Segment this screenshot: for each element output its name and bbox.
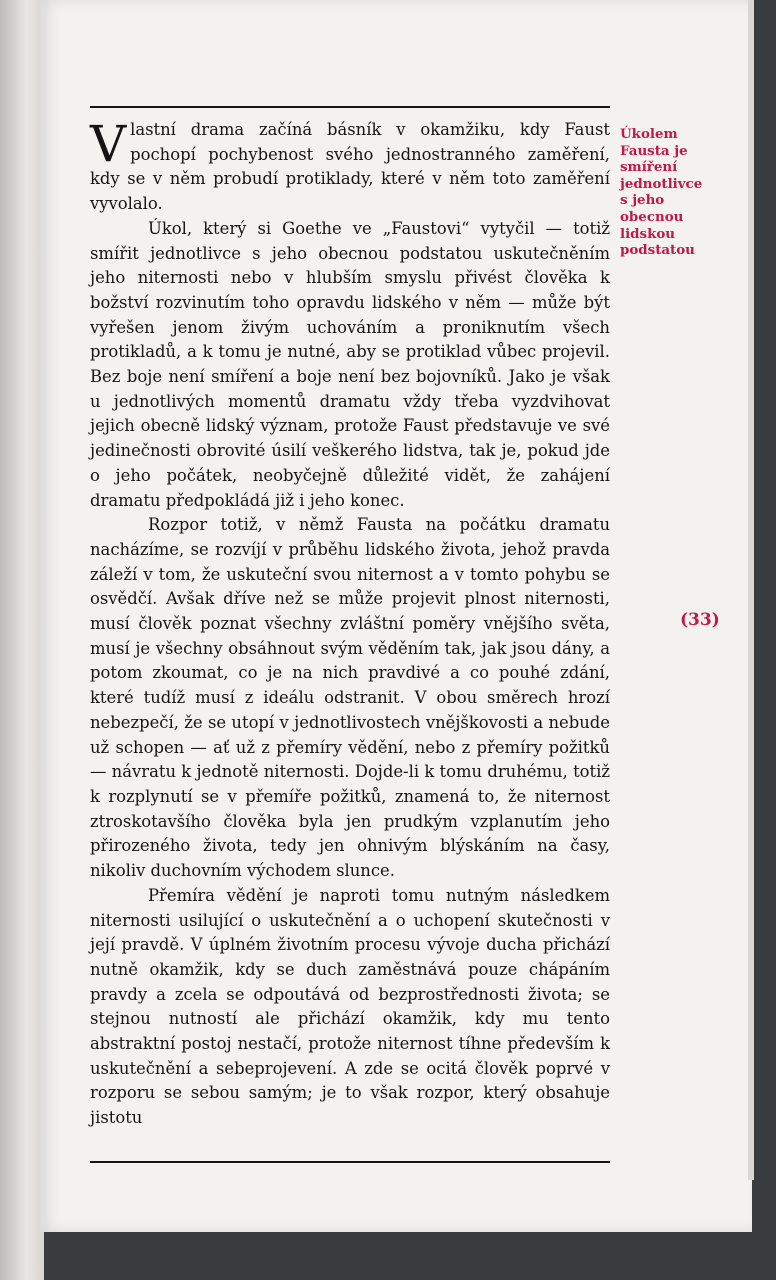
margin-note-line: podstatou xyxy=(620,242,695,259)
margin-note-line: obecnou xyxy=(620,208,684,225)
top-rule xyxy=(90,106,610,108)
paragraph-3: Rozpor totiž, v němž Fausta na počátku dramatu nacházíme, se rozvíjí v průběhu lidského života, jehož pravda záleží v tom, že uskuteční svou niternost a v tomto pohybu se osvědčí. Avšak dříve než se může projevit plnost niternosti, musí člověk poznat všechny zvláštní poměry vnějšího světa, musí je všechny obsáhnout svým věděním tak, jak jsou dány, a potom zkoumat, co je na nich pravdivé a co pouhé zdání, které tudíž musí z ideálu odstranit. V obou směrech hrozí nebezpečí, že se utopí v jednotlivostech vnějškovosti a nebude už schopen — ať už z přemíry vědění, nebo z přemíry požitků — návratu k jednotě niternosti. Dojde-li k tomu druhému, totiž k rozplynutí se v přemíře požitků, znamená to, že niternost ztroskotavšího člověka byla jen prudkým vzplanutím jeho přirozeného života, tedy jen ohnivým blýskáním na časy, nikoliv duchovním východem slunce. xyxy=(90,515,610,881)
margin-note-line: lidskou xyxy=(620,225,676,242)
margin-note-line: Úkolem xyxy=(620,126,678,142)
page-number: (33) xyxy=(680,610,720,630)
page-stack-edge xyxy=(748,0,754,1180)
margin-note-line: s jeho xyxy=(620,192,665,209)
bottom-rule xyxy=(90,1161,610,1163)
facing-page-edge xyxy=(0,0,44,1280)
margin-note-line: jednotlivce xyxy=(620,175,703,192)
margin-note-line: smíření xyxy=(620,159,678,176)
margin-note xyxy=(620,126,712,259)
paragraph-4: Přemíra vědění je naproti tomu nutným následkem niternosti usilující o uskutečnění a o uchopení skutečnosti v její pravdě. V úplném životním procesu vývoje ducha přichází nutně okamžik, kdy se duch zaměstnává pouze chápáním pravdy a zcela se odpoutává od bezprostřednosti života; se stejnou nutností ale přichází okamžik, kdy mu tento abstraktní postoj nestačí, protože niternost tíhne především k uskutečnění a sebeprojevení. A zde se ocitá člověk poprvé v rozporu se sebou samým; je to však rozpor, který obsahuje jistotu xyxy=(90,885,610,1128)
drop-cap: V xyxy=(90,115,127,173)
paragraph-2: Úkol, který si Goethe ve „Faustovi“ vytyčil — totiž smířit jednotlivce s jeho obecnou podstatou uskutečněním jeho niternosti nebo v hlubším smyslu přivést člověka k božství rozvinutím toho opravdu lidského v něm — může být vyřešen jenom živým uchováním a proniknutím všech protikladů, a k tomu je nutné, aby se protiklad vůbec projevil. Bez boje není smíření a boje není bez bojovníků. Jako je však u jednotlivých momentů dramatu vždy třeba vyzdvihovat jejich obecně lidský význam, protože Faust představuje ve své jedinečnosti obrovité úsilí veškerého lidstva, tak je, pokud jde o jeho počátek, neobyčejně důležité vidět, že zahájení dramatu předpokládá již i jeho konec. xyxy=(90,218,610,510)
paragraph-1-text: lastní drama začíná básník v okamžiku, kdy Faust pochopí pochybenost svého jednostranného zaměření, kdy se v něm probudí protiklady, které v něm toto zaměření vyvolalo. xyxy=(90,120,610,214)
body-text xyxy=(90,115,610,1131)
paragraph-1 xyxy=(90,115,610,217)
margin-note-line: Fausta je xyxy=(620,142,688,159)
